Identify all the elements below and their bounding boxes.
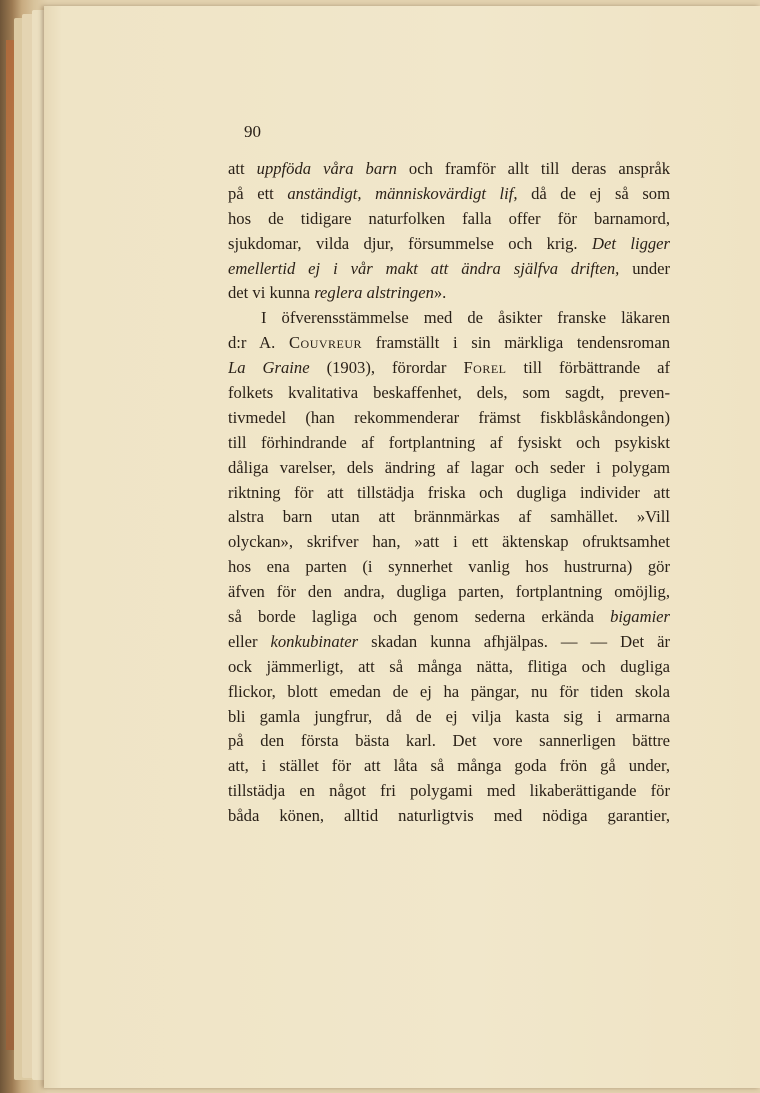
text-segment: alstra barn utan att brännmärkas af samhället. »Vill bbox=[228, 507, 670, 527]
text-segment: reglera alstringen bbox=[314, 283, 434, 303]
page-number: 90 bbox=[244, 122, 261, 141]
text-line bbox=[228, 182, 670, 207]
text-line bbox=[228, 281, 670, 306]
text-segment: Det ligger bbox=[591, 233, 670, 253]
text-segment: tivmedel (han rekommenderar främst fiskblåskåndongen) bbox=[228, 407, 670, 427]
text-line bbox=[228, 630, 670, 655]
text-segment: flickor, blott emedan de ej ha pängar, nu för tiden skola bbox=[228, 681, 670, 701]
text-line bbox=[228, 481, 670, 506]
text-segment: konkubinater bbox=[270, 631, 359, 651]
text-line bbox=[228, 306, 670, 331]
text-segment: ». bbox=[433, 283, 447, 303]
text-line bbox=[228, 257, 670, 282]
text-segment: det vi kunna bbox=[228, 283, 315, 303]
text-segment: på den första bästa karl. Det vore sannerligen bättre bbox=[228, 731, 670, 751]
text-segment: då de ej så som bbox=[517, 183, 670, 203]
text-line bbox=[228, 705, 670, 730]
text-line bbox=[228, 207, 670, 232]
page-text bbox=[228, 120, 670, 829]
text-line bbox=[228, 356, 670, 381]
text-line bbox=[228, 431, 670, 456]
text-line bbox=[228, 729, 670, 754]
text-segment: sjukdomar, vilda djur, försummelse och krig. bbox=[228, 233, 592, 253]
text-line bbox=[228, 605, 670, 630]
text-line bbox=[228, 804, 670, 829]
text-line bbox=[228, 530, 670, 555]
text-segment: Couvreur bbox=[288, 333, 363, 353]
text-segment: på ett bbox=[228, 183, 288, 203]
text-segment: så borde lagliga och genom sederna erkända bbox=[228, 607, 611, 627]
text-segment: båda könen, alltid naturligtvis med nödiga garantier, bbox=[228, 806, 670, 826]
text-segment: anständigt, människovärdigt lif, bbox=[287, 183, 518, 203]
text-segment: framställt i sin märkliga tendensroman bbox=[362, 333, 670, 353]
text-segment: riktning för att tillstädja friska och dugliga individer att bbox=[228, 482, 670, 502]
text-segment: äfven för den andra, dugliga parten, fortplantning omöjlig, bbox=[228, 582, 670, 602]
text-segment: d:r A. bbox=[228, 333, 289, 353]
text-segment: uppföda våra barn bbox=[256, 159, 397, 178]
text-segment: folkets kvalitativa beskaffenhet, dels, som sagdt, preven- bbox=[228, 383, 670, 403]
text-segment: skadan kunna afhjälpas. — — Det är bbox=[358, 631, 670, 651]
text-line bbox=[228, 655, 670, 680]
text-segment: hos de tidigare naturfolken falla offer för barnamord, bbox=[228, 208, 670, 228]
text-line bbox=[228, 232, 670, 257]
text-line bbox=[228, 680, 670, 705]
text-segment: Forel bbox=[463, 358, 507, 378]
text-segment: hos ena parten (i synnerhet vanlig hos hustrurna) gör bbox=[228, 557, 670, 577]
text-segment: under bbox=[619, 258, 670, 278]
body-paragraphs bbox=[228, 157, 670, 829]
text-segment: till förhindrande af fortplantning af fysiskt och psykiskt bbox=[228, 432, 670, 452]
text-segment: dåliga varelser, dels ändring af lagar och seder i polygam bbox=[228, 457, 670, 477]
text-segment: (1903), förordar bbox=[309, 358, 464, 378]
text-segment: och framför allt till deras anspråk bbox=[396, 159, 670, 178]
text-line bbox=[228, 555, 670, 580]
text-segment: att bbox=[228, 159, 257, 178]
text-segment: att, i stället för att låta så många goda frön gå under, bbox=[228, 756, 670, 776]
text-segment: ock jämmerligt, att så många nätta, flitiga och dugliga bbox=[228, 656, 670, 676]
text-segment: tillstädja en något fri polygami med likaberättigande för bbox=[228, 781, 670, 801]
text-segment: bli gamla jungfrur, då de ej vilja kasta sig i armarna bbox=[228, 706, 670, 726]
text-segment: I öfverensstämmelse med de åsikter franske läkaren bbox=[261, 308, 670, 328]
text-line bbox=[228, 381, 670, 406]
text-segment: emellertid ej i vår makt att ändra själfva driften, bbox=[228, 258, 620, 278]
text-line bbox=[228, 406, 670, 431]
text-segment: till förbättrande af bbox=[506, 358, 670, 378]
text-line bbox=[228, 157, 670, 182]
text-segment: bigamier bbox=[610, 607, 670, 627]
text-line bbox=[228, 580, 670, 605]
text-segment: olyckan», skrifver han, »att i ett äktenskap ofruktsamhet bbox=[228, 532, 670, 552]
text-line bbox=[228, 505, 670, 530]
text-line bbox=[228, 331, 670, 356]
text-line bbox=[228, 456, 670, 481]
text-segment: eller bbox=[228, 631, 271, 651]
text-segment: La Graine bbox=[228, 358, 310, 378]
text-line bbox=[228, 754, 670, 779]
text-line bbox=[228, 779, 670, 804]
